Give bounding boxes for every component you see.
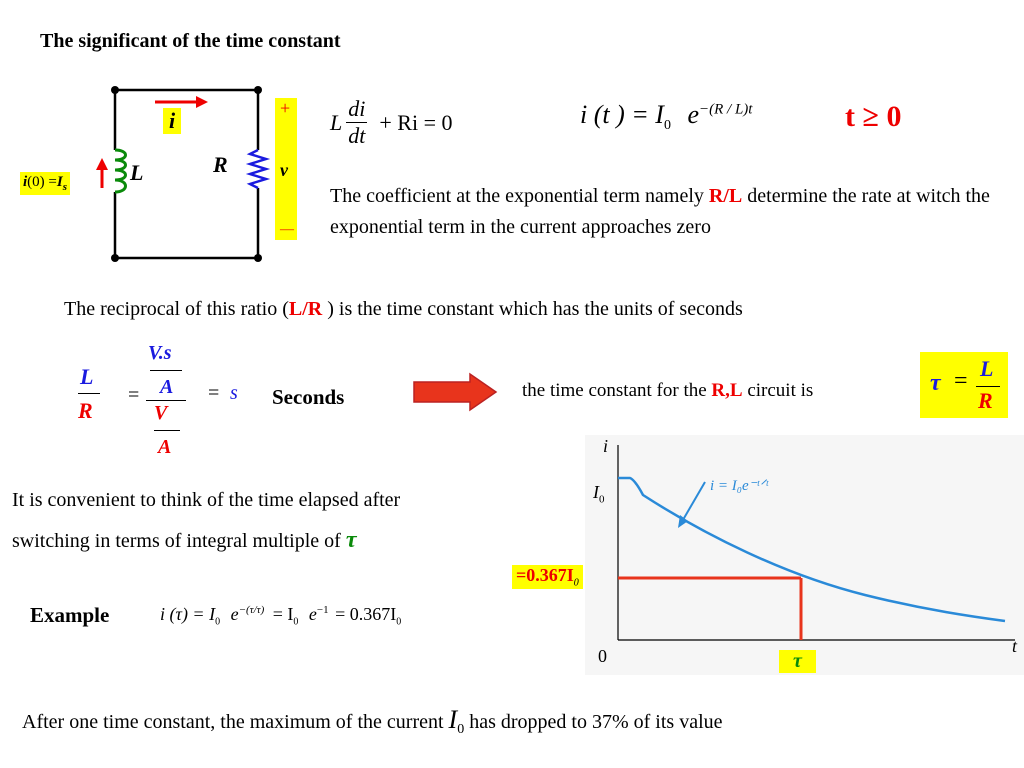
reciprocal-paragraph: The reciprocal of this ratio (L/R ) is the time constant which has the units of seconds — [64, 298, 743, 320]
initial-current-label: $i(0) =I_s$ — [20, 172, 70, 195]
current-label: i — [163, 108, 181, 134]
conclusion-paragraph: After one time constant, the maximum of the current $I_0$ has dropped to 37% of its value — [22, 705, 723, 737]
coefficient-paragraph: The coefficient at the exponential term namely R/L determine the rate at witch the exponential term in the current approaches zero — [330, 185, 990, 238]
tau-axis-label: τ — [779, 650, 816, 673]
example-label: Example — [30, 603, 110, 627]
curve-label: i = I₀e⁻ᵗᐟᵗ — [710, 478, 768, 494]
tau-formula-box: τ = L R — [920, 352, 1008, 418]
units-derivation: L R = V.s A V A = s — [78, 342, 238, 458]
decay-graph — [585, 435, 1024, 675]
time-condition: t ≥ 0 — [845, 100, 902, 133]
voltage-minus: — — [280, 222, 294, 237]
example-equation: i $(\tau) = I_0$ $e^{-(\tau/\tau)} = I_0$ $e^{-1} = 0.367I_0$ — [160, 604, 402, 628]
i0-axis-label: $I_0$ — [593, 482, 605, 506]
slide-title: The significant of the time constant — [40, 30, 341, 52]
y-axis-label: i — [603, 436, 609, 456]
level-label: $=0.367I_0$ — [512, 565, 583, 589]
current-solution-equation: i (t ) = $I_0$ $e^{-(R / L)t}$ — [580, 100, 753, 134]
right-arrow-icon — [412, 372, 498, 412]
differential-equation: L $\frac{di}{dt}$ + Ri = 0 — [330, 96, 453, 148]
convenient-paragraph: It is convenient to think of the time elapsed after switching in terms of integral multiple of τ — [12, 489, 401, 553]
resistor-label: R — [213, 152, 228, 177]
x-axis-label: t — [1012, 636, 1018, 656]
time-constant-text: the time constant for the R,L circuit is — [522, 380, 814, 401]
voltage-plus: + — [280, 98, 291, 118]
voltage-label: v — [280, 160, 288, 180]
inductor-coil — [115, 150, 126, 192]
seconds-label: Seconds — [272, 385, 345, 409]
inductor-label: L — [130, 160, 144, 185]
origin-label: 0 — [598, 646, 607, 666]
resistor-zigzag — [250, 150, 266, 188]
